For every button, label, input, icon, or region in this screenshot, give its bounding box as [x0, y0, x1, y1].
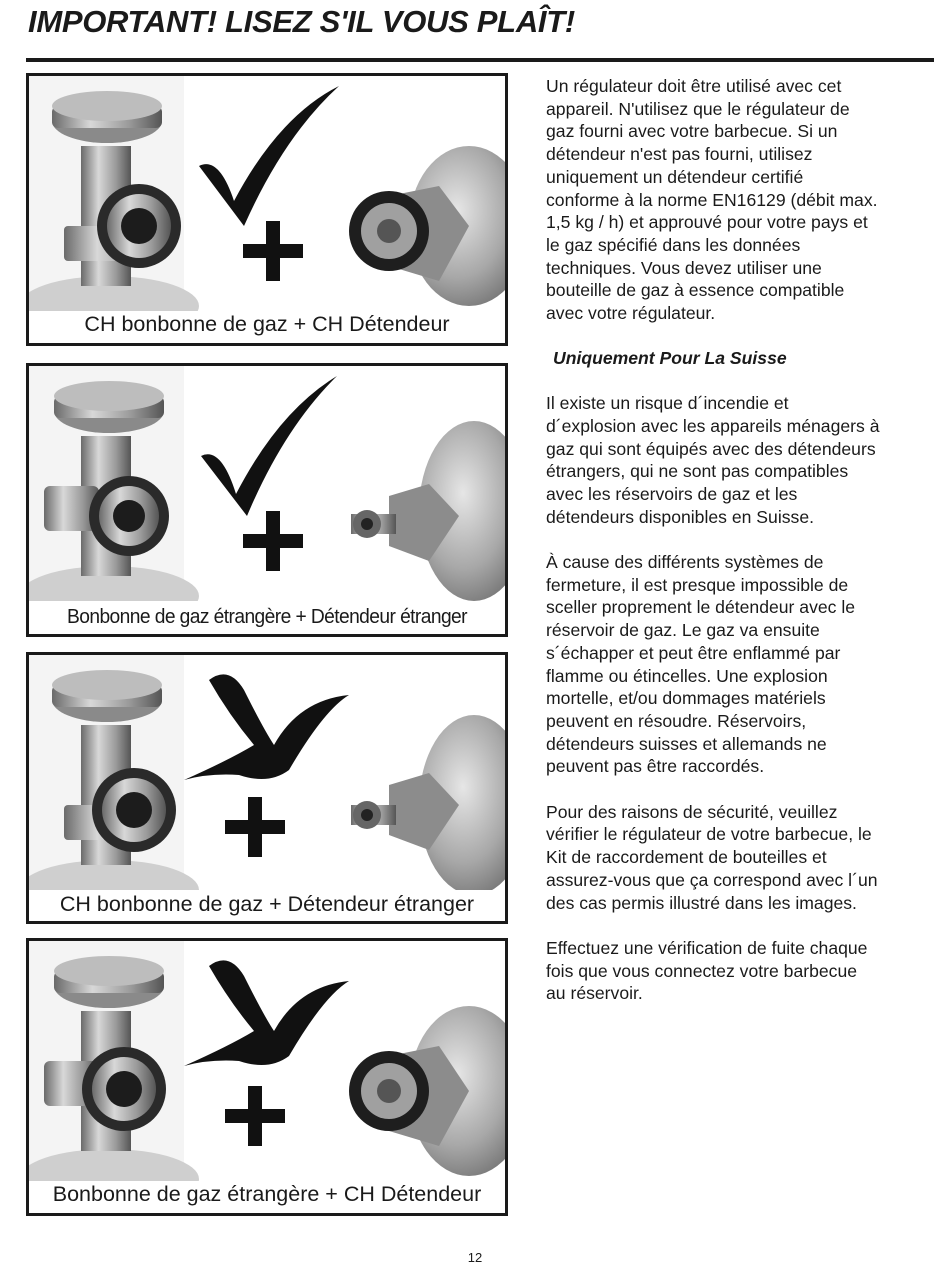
gas-regulator-icon: [349, 1006, 505, 1176]
panel-caption: Bonbonne de gaz étrangère + Détendeur étranger: [67, 606, 467, 628]
cross-mark-icon: [184, 960, 349, 1066]
gas-regulator-icon: [349, 146, 505, 306]
panel-caption: Bonbonne de gaz étrangère + CH Détendeur: [52, 1182, 482, 1206]
plus-icon: [225, 797, 285, 857]
risk-paragraph: Il existe un risque d´incendie et d´explosion avec les appareils ménagers à gaz qui sont équipés avec des détendeurs étrangers, qui ne sont pas compatibles avec les réservoirs de gaz et les détendeurs disponibles en Suisse.: [546, 393, 880, 527]
title-rule: [26, 58, 934, 62]
valve-regulator-illustration: [29, 366, 505, 601]
valve-regulator-illustration: [29, 655, 505, 890]
plus-icon: [243, 511, 303, 571]
intro-paragraph: Un régulateur doit être utilisé avec cet appareil. N'utilisez que le régulateur de gaz fourni avec votre barbecue. Si un détendeur n'est pas fourni, utilisez uniquement un détendeur certifié conforme à la norme EN16129 (débit max. 1,5 kg / h) et approuvé pour votre pays et le gaz spécifié dans les données techniques. Vous devez utiliser une bouteille de gaz à essence compatible avec votre régulateur.: [546, 76, 878, 324]
safety-paragraph: Pour des raisons de sécurité, veuillez vérifier le régulateur de votre barbecue, le Kit de raccordement de bouteilles et assurez-vous que ça correspond avec l´un des cas permis illustré dans les images.: [546, 801, 878, 913]
leak-check-paragraph: Effectuez une vérification de fuite chaque fois que vous connectez votre barbecue au réservoir.: [546, 937, 868, 1004]
page-title: IMPORTANT! LISEZ S'IL VOUS PLAÎT!: [28, 4, 575, 39]
check-mark-icon: [201, 376, 337, 516]
gas-valve-icon: [29, 941, 199, 1181]
plus-icon: [225, 1086, 285, 1146]
panel-caption: CH bonbonne de gaz + CH Détendeur: [84, 312, 450, 336]
instructions-column: [546, 75, 938, 1028]
gas-valve-icon: [29, 366, 199, 601]
closure-paragraph: À cause des différents systèmes de fermeture, il est presque impossible de sceller proprement le détendeur avec le réservoir de gaz. Le gaz va ensuite s´échapper et peut être enflammé par flamme ou étincelles. Une explosion mortelle, et/ou dommages matériels peuvent en résoudre. Réservoirs, détendeurs suisses et allemands ne peuvent pas être raccordés.: [546, 552, 856, 777]
valve-regulator-illustration: [29, 941, 505, 1181]
gas-regulator-icon: [351, 715, 505, 890]
gas-valve-icon: [29, 76, 199, 311]
page-number: 12: [467, 1250, 483, 1265]
switzerland-heading: Uniquement Pour La Suisse: [553, 348, 787, 369]
check-mark-icon: [199, 86, 339, 226]
panel-foreign-foreign: [26, 363, 508, 637]
plus-icon: [243, 221, 303, 281]
gas-regulator-icon: [351, 421, 505, 601]
panel-foreign-ch: [26, 938, 508, 1216]
panel-ch-foreign: [26, 652, 508, 924]
gas-valve-icon: [29, 655, 199, 890]
panel-caption: CH bonbonne de gaz + Détendeur étranger: [59, 892, 475, 916]
cross-mark-icon: [184, 674, 349, 780]
valve-regulator-illustration: [29, 76, 505, 311]
panel-ch-ch: [26, 73, 508, 346]
